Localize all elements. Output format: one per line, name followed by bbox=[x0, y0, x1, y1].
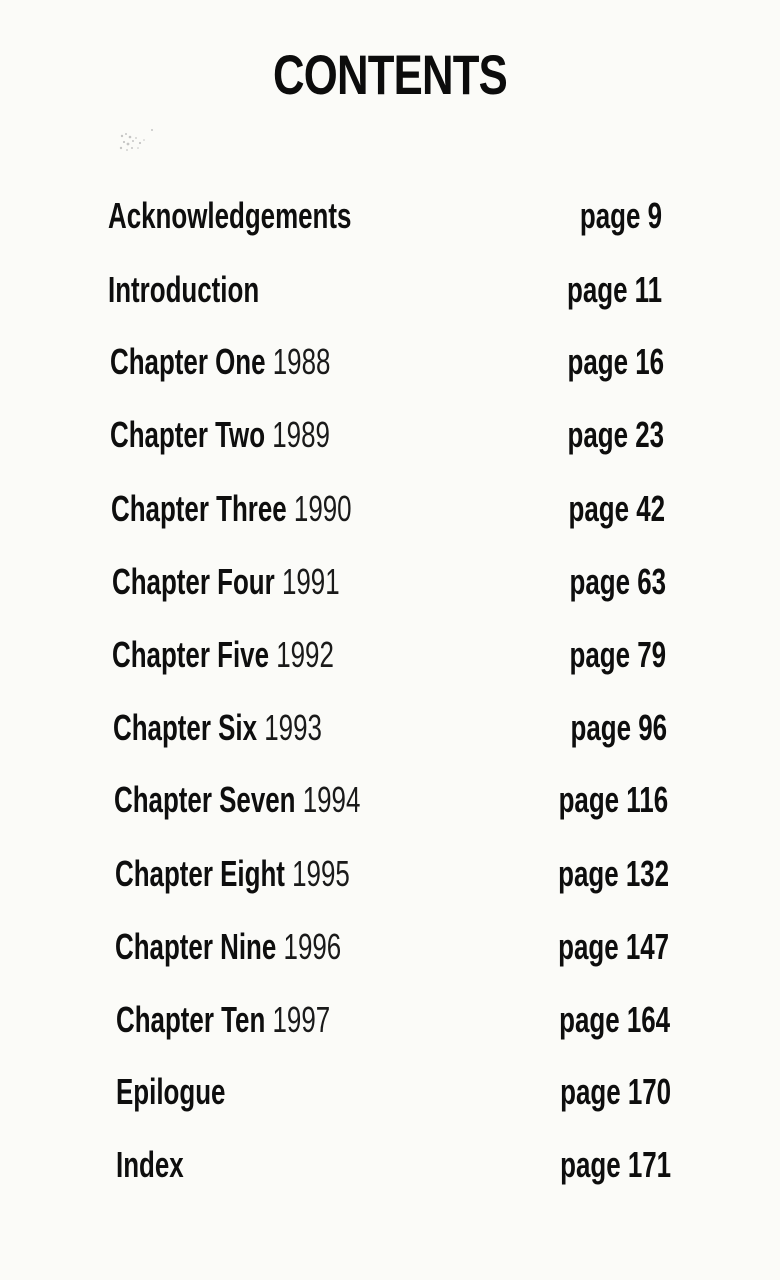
toc-entry-chapter-one[interactable] bbox=[0, 340, 780, 384]
entry-year: 1995 bbox=[292, 853, 350, 894]
entry-title: Index bbox=[116, 1144, 184, 1185]
entry-year: 1993 bbox=[264, 707, 322, 748]
entry-title: Chapter Seven bbox=[114, 779, 296, 820]
entry-year: 1990 bbox=[293, 488, 352, 529]
entry-title: Introduction bbox=[108, 269, 260, 310]
entry-page: page 116 bbox=[558, 779, 668, 820]
entry-title: Chapter Four bbox=[112, 561, 275, 602]
entry-year: 1994 bbox=[302, 779, 361, 820]
entry-year: 1989 bbox=[272, 414, 330, 455]
entry-year: 1997 bbox=[272, 999, 331, 1040]
entry-title: Chapter Nine bbox=[115, 926, 277, 967]
entry-page: page 132 bbox=[558, 853, 669, 894]
entry-page: page 147 bbox=[558, 926, 669, 967]
entry-title: Chapter Eight bbox=[115, 853, 285, 894]
toc-entry-index[interactable] bbox=[0, 1143, 780, 1187]
entry-page: page 96 bbox=[570, 707, 667, 748]
toc-entry-introduction[interactable] bbox=[0, 268, 780, 312]
entry-title: Chapter One bbox=[110, 341, 266, 382]
toc-entry-chapter-five[interactable] bbox=[0, 633, 780, 677]
entry-title: Acknowledgements bbox=[108, 195, 352, 236]
entry-page: page 164 bbox=[559, 999, 670, 1040]
entry-page: page 171 bbox=[560, 1144, 671, 1185]
page-title: CONTENTS bbox=[273, 43, 507, 106]
entry-year: 1996 bbox=[283, 926, 342, 967]
entry-page: page 63 bbox=[569, 561, 666, 602]
entry-title: Chapter Five bbox=[112, 634, 270, 675]
toc-entry-chapter-eight[interactable] bbox=[0, 852, 780, 896]
entry-title: Chapter Six bbox=[113, 707, 258, 748]
toc-entry-acknowledgements[interactable] bbox=[0, 194, 780, 238]
entry-page: page 42 bbox=[568, 488, 665, 529]
toc-entry-chapter-nine[interactable] bbox=[0, 925, 780, 969]
entry-year: 1988 bbox=[272, 341, 331, 382]
entry-page: page 79 bbox=[569, 634, 666, 675]
toc-entry-chapter-ten[interactable] bbox=[0, 998, 780, 1042]
entry-page: page 23 bbox=[567, 414, 664, 455]
entry-title: Chapter Two bbox=[110, 414, 266, 455]
entry-title: Chapter Ten bbox=[116, 999, 266, 1040]
entry-year: 1991 bbox=[281, 561, 340, 602]
entry-page: page 9 bbox=[579, 195, 662, 236]
entry-year: 1992 bbox=[276, 634, 334, 675]
entry-page: page 11 bbox=[566, 269, 662, 310]
toc-entry-chapter-seven[interactable] bbox=[0, 778, 780, 822]
entry-title: Epilogue bbox=[116, 1071, 226, 1112]
toc-entry-chapter-four[interactable] bbox=[0, 560, 780, 604]
entry-title: Chapter Three bbox=[111, 488, 287, 529]
toc-entry-chapter-six[interactable] bbox=[0, 706, 780, 750]
toc-entry-chapter-three[interactable] bbox=[0, 487, 780, 531]
toc-entry-epilogue[interactable] bbox=[0, 1070, 780, 1114]
toc-entry-chapter-two[interactable] bbox=[0, 413, 780, 457]
entry-page: page 16 bbox=[567, 341, 664, 382]
entry-page: page 170 bbox=[560, 1071, 671, 1112]
